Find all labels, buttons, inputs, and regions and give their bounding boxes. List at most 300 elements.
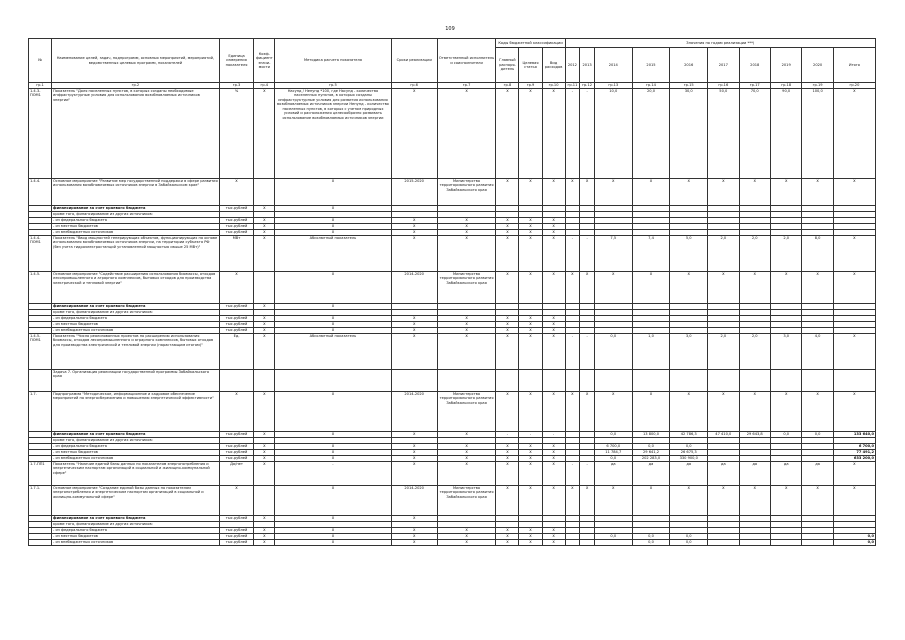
table-cell: X	[437, 456, 496, 462]
column-number: гр.17	[739, 83, 770, 89]
table-cell: - из федерального бюджета	[52, 444, 220, 450]
table-cell: 0,0	[802, 432, 833, 438]
table-cell: Насупд / Ненупд *100, где Насупд - количество населенных пунктов, в которых созданы инфраструктурные условия для развития использования возобновляемых источников энергии Ненупд - количество населенных пунктов, в которых с учетом природных условий и расположения целесообразно развивать использование возобновляемых источников энергии	[275, 89, 391, 179]
table-cell: X	[219, 486, 254, 516]
table-cell: X	[437, 89, 496, 179]
table-cell: 29 643,8	[739, 432, 770, 438]
table-cell: X	[708, 486, 739, 516]
table-row	[29, 89, 876, 179]
table-cell	[565, 370, 580, 392]
table-row	[29, 334, 876, 370]
table-cell: тыс.рублей	[219, 444, 254, 450]
header-no: №	[29, 39, 52, 83]
table-cell: - из федерального бюджета	[52, 528, 220, 534]
table-cell: 6 700,0	[833, 444, 875, 450]
table-cell: 2015-2020	[391, 179, 437, 206]
table-cell: X	[391, 230, 437, 236]
table-cell: X	[542, 316, 565, 322]
table-cell: 0,0	[632, 534, 670, 540]
table-cell: X	[437, 444, 496, 450]
table-cell: тыс.рублей	[219, 230, 254, 236]
table-cell: X	[670, 272, 708, 304]
table-cell: X	[542, 528, 565, 534]
table-cell: X	[770, 272, 801, 304]
table-cell: X	[542, 462, 565, 486]
column-number: гр.14	[632, 83, 670, 89]
table-cell: X	[519, 322, 542, 328]
table-cell: X	[496, 179, 519, 206]
table-cell: тыс.рублей	[219, 528, 254, 534]
table-row	[29, 236, 876, 272]
table-cell: X	[254, 334, 275, 370]
table-cell: тыс.рублей	[219, 206, 254, 212]
table-cell: 13 800,0	[632, 432, 670, 438]
table-cell: X	[437, 534, 496, 540]
table-cell: X	[496, 456, 519, 462]
table-cell: - из местных бюджетов	[52, 450, 220, 456]
table-cell	[802, 540, 833, 546]
table-row	[29, 272, 876, 304]
table-cell	[739, 370, 770, 392]
table-cell: X	[565, 486, 580, 516]
table-cell: X	[670, 392, 708, 432]
table-cell: 7,4	[632, 236, 670, 272]
table-cell: X	[739, 486, 770, 516]
table-cell: 0,0	[594, 334, 632, 370]
table-cell: X	[708, 392, 739, 432]
table-cell: X	[391, 218, 437, 224]
table-cell: X	[496, 334, 519, 370]
table-cell: X	[254, 89, 275, 179]
table-cell: - из внебюджетных источников	[52, 230, 220, 236]
table-cell	[254, 179, 275, 206]
table-cell: 0,0	[632, 540, 670, 546]
table-cell	[770, 540, 801, 546]
table-cell: X	[391, 528, 437, 534]
table-row	[29, 370, 876, 392]
table-cell: X	[275, 444, 391, 450]
table-cell: X	[275, 516, 391, 522]
table-cell: X	[632, 179, 670, 206]
table-cell: 1.4.5.	[29, 272, 52, 304]
table-cell: 633 200,0	[833, 456, 875, 462]
table-cell: - из местных бюджетов	[52, 534, 220, 540]
table-cell: X	[391, 89, 437, 179]
column-number: гр.13	[594, 83, 632, 89]
header-year: 2017	[708, 48, 739, 83]
header-code-col: Главный распоря-дитель	[496, 48, 519, 83]
table-cell: 133 640,0	[833, 432, 875, 438]
table-cell: 0,0	[594, 432, 632, 438]
table-cell: %	[219, 89, 254, 179]
column-number: гр.9	[519, 83, 542, 89]
table-cell: X	[594, 392, 632, 432]
header-year: Итого	[833, 48, 875, 83]
table-cell: X	[739, 392, 770, 432]
table-cell: 1.4.4-ПОМ1	[29, 236, 52, 272]
table-cell: X	[632, 486, 670, 516]
table-cell: X	[519, 236, 542, 272]
table-cell: 50,0	[708, 89, 739, 179]
table-cell: - из местных бюджетов	[52, 224, 220, 230]
table-cell: X	[833, 334, 875, 370]
header-year: 2014	[594, 48, 632, 83]
table-cell: X	[275, 392, 391, 432]
table-cell: X	[254, 328, 275, 334]
table-cell: Задача 7. Организация реализации государственной программы Забайкальского края	[52, 370, 220, 392]
table-cell	[739, 540, 770, 546]
table-cell: X	[542, 218, 565, 224]
table-cell	[708, 540, 739, 546]
table-cell: X	[542, 236, 565, 272]
table-cell: X	[519, 218, 542, 224]
table-cell: X	[594, 179, 632, 206]
table-cell: X	[437, 236, 496, 272]
table-cell: X	[770, 392, 801, 432]
table-cell: X	[254, 218, 275, 224]
table-cell: 2014-2020	[391, 392, 437, 432]
table-cell: X	[519, 462, 542, 486]
header-year: 2012	[565, 48, 580, 83]
table-cell: 90,0	[770, 89, 801, 179]
table-cell: X	[519, 540, 542, 546]
table-cell: X	[542, 486, 565, 516]
table-cell: X	[770, 179, 801, 206]
table-cell: X	[254, 534, 275, 540]
table-cell: X	[391, 236, 437, 272]
table-cell: 11 784,7	[594, 450, 632, 456]
table-cell: 20,0	[632, 89, 670, 179]
table-cell: X	[391, 334, 437, 370]
column-number: гр.7	[437, 83, 496, 89]
table-cell: X	[254, 444, 275, 450]
table-cell: да	[708, 462, 739, 486]
table-cell: 77 491,2	[833, 450, 875, 456]
table-cell: Ед.	[219, 334, 254, 370]
table-cell: тыс.рублей	[219, 304, 254, 310]
table-cell: X	[391, 224, 437, 230]
column-number: гр.18	[770, 83, 801, 89]
table-row	[29, 462, 876, 486]
table-cell: X	[254, 224, 275, 230]
table-cell: 2,0	[708, 334, 739, 370]
table-cell: -	[580, 462, 595, 486]
table-cell: 0,0	[670, 444, 708, 450]
table-cell: -	[565, 462, 580, 486]
table-cell: X	[833, 462, 875, 486]
table-cell: тыс.рублей	[219, 316, 254, 322]
table-cell: X	[254, 304, 275, 310]
table-cell: 1,0	[632, 334, 670, 370]
table-cell: -	[519, 432, 542, 438]
table-cell: Показатель "Ввод мощностей генерирующих объектов, функционирующих на основе использования возобновляемых источников энергии, на территории субъекта РФ (без учета гидроэлектростанций установленной мощностью свыше 25 МВт)"	[52, 236, 220, 272]
table-cell: X	[391, 456, 437, 462]
table-cell: -	[580, 89, 595, 179]
table-cell: 0,0	[670, 534, 708, 540]
table-cell: X	[670, 486, 708, 516]
column-number: гр.16	[708, 83, 739, 89]
table-cell: X	[275, 206, 391, 212]
table-cell: кроме того, финансирование из других источников:	[52, 438, 220, 444]
table-cell: X	[275, 534, 391, 540]
table-cell: X	[275, 450, 391, 456]
table-cell: - из внебюджетных источников	[52, 540, 220, 546]
header-unit: Единица измерения показателя	[219, 39, 254, 83]
table-cell: X	[833, 236, 875, 272]
table-cell: X	[580, 392, 595, 432]
column-number: гр.1	[29, 83, 52, 89]
column-number: гр.4	[254, 83, 275, 89]
header-year: 2015	[632, 48, 670, 83]
table-cell: X	[391, 444, 437, 450]
table-cell: X	[496, 528, 519, 534]
table-cell: тыс.рублей	[219, 516, 254, 522]
table-cell: X	[519, 392, 542, 432]
table-cell: X	[391, 328, 437, 334]
table-cell: X	[254, 432, 275, 438]
table-cell: X	[254, 516, 275, 522]
table-cell: X	[275, 230, 391, 236]
table-cell: X	[542, 456, 565, 462]
table-cell: X	[519, 89, 542, 179]
header-year: 2018	[739, 48, 770, 83]
header-year: 2019	[770, 48, 801, 83]
table-cell: X	[254, 540, 275, 546]
table-cell: 29 641,2	[632, 450, 670, 456]
table-cell: Основное мероприятие "Содействие расширению использования биомассы, отходов лесопромышленного и аграрного комплексов, бытовых отходов для производства электрической и тепловой энергии"	[52, 272, 220, 304]
table-cell: X	[391, 316, 437, 322]
table-cell: 1.4.5-ПОМ1	[29, 334, 52, 370]
table-cell: X	[254, 456, 275, 462]
table-cell: Основное мероприятие "Создание единой базы данных по показателям энергопотребления и энергетическим паспортам организаций в социальной и жилищно-коммунальной сфере"	[52, 486, 220, 516]
table-cell: 1.4.3-ПОМ1	[29, 89, 52, 179]
table-cell: да	[632, 462, 670, 486]
table-cell: Подпрограмма "Методическое, информационное и кадровое обеспечение мероприятий по энергосбережению и повышению энергетической эффективности"	[52, 392, 220, 432]
table-cell: X	[496, 218, 519, 224]
table-cell	[632, 370, 670, 392]
table-cell: 0,0	[833, 540, 875, 546]
table-cell: кроме того, финансирование из других источников:	[52, 212, 220, 218]
table-cell: 42 786,3	[670, 432, 708, 438]
table-cell: X	[802, 272, 833, 304]
table-cell: X	[519, 528, 542, 534]
table-cell: 0,0	[770, 432, 801, 438]
table-row	[29, 540, 876, 546]
table-cell: Да/нет	[219, 462, 254, 486]
table-cell: 7,5	[594, 236, 632, 272]
table-cell: тыс.рублей	[219, 450, 254, 456]
table-cell: X	[496, 392, 519, 432]
table-cell	[670, 370, 708, 392]
table-cell: X	[437, 316, 496, 322]
table-cell: 4,0	[802, 334, 833, 370]
table-cell: X	[275, 304, 391, 310]
column-number: гр.11	[565, 83, 580, 89]
table-cell: 2014-2020	[391, 272, 437, 304]
header-name: Наименование целей, задач, подпрограмм, основных мероприятий, мероприятий, ведомственных целевых программ, показателей	[52, 39, 220, 83]
table-cell: 2,0	[739, 236, 770, 272]
table-cell: X	[770, 486, 801, 516]
table-cell: 26 675,3	[670, 450, 708, 456]
table-cell: Показатель "Число реализованных проектов по расширению использования биомассы, отходов лесопромышленного и аграрного комплексов, бытовых отходов для производства электрической и тепловой энергии (нарастающим итогом)"	[52, 334, 220, 370]
table-cell: X	[542, 89, 565, 179]
table-cell: X	[219, 179, 254, 206]
table-cell: X	[542, 334, 565, 370]
table-cell: 70,0	[739, 89, 770, 179]
table-cell: да	[594, 462, 632, 486]
table-cell: X	[519, 334, 542, 370]
table-cell: X	[254, 528, 275, 534]
table-cell: Показатель "Доля населенных пунктов, в которых созданы необходимые инфраструктурные условия для использования возобновляемых источников энергии"	[52, 89, 220, 179]
table-cell: X	[519, 534, 542, 540]
table-cell: X	[708, 272, 739, 304]
table-cell: X	[565, 392, 580, 432]
table-cell: 100,0	[802, 89, 833, 179]
table-cell: X	[519, 328, 542, 334]
table-cell: X	[437, 528, 496, 534]
table-cell: X	[594, 486, 632, 516]
table-cell: 10,0	[594, 89, 632, 179]
table-cell: тыс.рублей	[219, 218, 254, 224]
table-cell: X	[496, 486, 519, 516]
table-cell: X	[437, 218, 496, 224]
table-cell	[594, 540, 632, 546]
table-cell: X	[275, 218, 391, 224]
table-cell: тыс.рублей	[219, 328, 254, 334]
table-cell: - из местных бюджетов	[52, 322, 220, 328]
table-cell	[254, 272, 275, 304]
table-cell: Министерство территориального развития Забайкальского края	[437, 392, 496, 432]
table-cell: X	[542, 224, 565, 230]
table-cell: X	[496, 89, 519, 179]
table-cell: X	[496, 322, 519, 328]
header-code-col: Вид расходов	[542, 48, 565, 83]
table-cell: X	[275, 456, 391, 462]
table-cell: да	[802, 462, 833, 486]
table-cell: X	[542, 179, 565, 206]
table-cell: X	[496, 224, 519, 230]
table-cell: 8,0	[802, 236, 833, 272]
table-cell: X	[519, 230, 542, 236]
table-cell: -	[496, 432, 519, 438]
table-cell: X	[542, 444, 565, 450]
table-cell: тыс.рублей	[219, 534, 254, 540]
table-cell: 0,0	[632, 444, 670, 450]
table-cell: да	[770, 462, 801, 486]
table-cell: X	[519, 486, 542, 516]
header-year: 2016	[670, 48, 708, 83]
table-cell: X	[496, 540, 519, 546]
table-cell: X	[254, 450, 275, 456]
table-cell: тыс.рублей	[219, 322, 254, 328]
table-cell: X	[519, 316, 542, 322]
table-cell: X	[275, 540, 391, 546]
table-cell: Основное мероприятие "Развитие мер государственной поддержки в сфере развития использования возобновляемых источников энергии в Забайкальском крае"	[52, 179, 220, 206]
header-values-by-year: Значения по годам реализации ***)	[565, 39, 875, 48]
table-cell: X	[542, 392, 565, 432]
header-year: 2020	[802, 48, 833, 83]
table-cell: X	[542, 230, 565, 236]
table-cell: X	[833, 89, 875, 179]
table-cell: X	[391, 540, 437, 546]
table-cell: Министерство территориального развития Забайкальского края	[437, 272, 496, 304]
table-cell: X	[542, 272, 565, 304]
table-cell: X	[565, 179, 580, 206]
table-cell: 0,0	[670, 540, 708, 546]
table-cell	[29, 370, 52, 392]
table-cell: - из федерального бюджета	[52, 218, 220, 224]
table-row	[29, 179, 876, 206]
column-number: гр.12	[580, 83, 595, 89]
table-cell: X	[275, 179, 391, 206]
page-number: 109	[445, 26, 455, 32]
table-cell	[519, 370, 542, 392]
table-cell: X	[519, 272, 542, 304]
table-cell: X	[275, 272, 391, 304]
table-cell: X	[254, 392, 275, 432]
table-cell: X	[437, 328, 496, 334]
table-cell	[594, 370, 632, 392]
table-cell: X	[437, 462, 496, 486]
table-cell: 0,0	[833, 534, 875, 540]
table-cell: Показатель "Наличие единой базы данных по показателям энергопотребления и энергетическим паспортам организаций в социальной и жилищно-коммунальной сфере"	[52, 462, 220, 486]
table-cell	[580, 540, 595, 546]
table-cell: X	[275, 224, 391, 230]
table-cell: X	[802, 179, 833, 206]
table-cell: -	[580, 236, 595, 272]
table-cell: -	[542, 432, 565, 438]
table-cell	[254, 486, 275, 516]
table-cell: X	[496, 462, 519, 486]
table-cell	[437, 370, 496, 392]
table-cell: X	[254, 322, 275, 328]
table-cell: Абсолютный показатель	[275, 236, 391, 272]
table-cell: X	[219, 272, 254, 304]
table-cell: X	[496, 328, 519, 334]
table-cell: 3,0	[670, 334, 708, 370]
table-cell: X	[519, 224, 542, 230]
table-cell: 30,0	[670, 89, 708, 179]
table-cell: X	[542, 322, 565, 328]
table-cell: да	[670, 462, 708, 486]
table-cell: 47 410,0	[708, 432, 739, 438]
table-cell: X	[391, 450, 437, 456]
table-cell: X	[542, 450, 565, 456]
header-code-col: Целевая статья	[519, 48, 542, 83]
table-cell	[29, 540, 52, 546]
table-cell: X	[632, 272, 670, 304]
table-cell: 330 900,0	[670, 456, 708, 462]
column-number: гр.15	[670, 83, 708, 89]
table-cell: 2,0	[770, 236, 801, 272]
table-cell: -	[565, 236, 580, 272]
table-cell: X	[391, 534, 437, 540]
table-cell: тыс.рублей	[219, 540, 254, 546]
table-row	[29, 486, 876, 516]
table-cell: да	[739, 462, 770, 486]
table-cell: X	[437, 432, 496, 438]
table-cell: X	[496, 450, 519, 456]
table-cell: X	[519, 450, 542, 456]
table-cell: X	[437, 450, 496, 456]
table-cell: тыс.рублей	[219, 224, 254, 230]
table-cell: финансирование за счет краевого бюджета	[52, 516, 220, 522]
table-cell: X	[275, 322, 391, 328]
table-cell	[708, 370, 739, 392]
table-cell: X	[580, 486, 595, 516]
table-cell	[542, 370, 565, 392]
table-cell: X	[542, 534, 565, 540]
